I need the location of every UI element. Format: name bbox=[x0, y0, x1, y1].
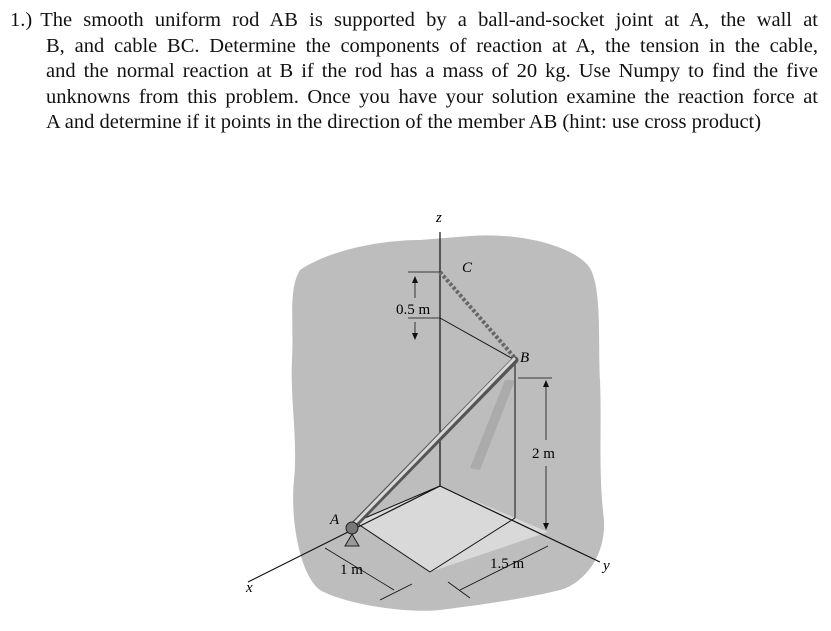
problem-text-line-1: The smooth uniform rod AB is supported by a ball-and-socket joint at A, the wall at bbox=[40, 9, 818, 31]
problem-number: 1.) bbox=[10, 9, 33, 31]
label-y: y bbox=[603, 558, 610, 574]
label-c: C bbox=[462, 260, 473, 276]
problem-text-line-4: unknowns from this problem. Once you have your solution examine the reaction force at bbox=[46, 85, 818, 108]
problem-text-line-5: A and determine if it points in the direction of the member AB (hint: use cross product) bbox=[46, 111, 762, 133]
label-dim-y-offset: 1.5 m bbox=[490, 556, 525, 572]
label-dim-x-offset: 1 m bbox=[340, 562, 363, 578]
label-dim-c-offset: 0.5 m bbox=[396, 302, 431, 318]
problem-text-line-2: B, and cable BC. Determine the components of reaction at A, the tension in the cable, bbox=[46, 34, 818, 57]
problem-text-line-3: and the normal reaction at B if the rod has a mass of 20 kg. Use Numpy to find the five bbox=[46, 60, 818, 82]
label-dim-b-height: 2 m bbox=[532, 446, 555, 462]
label-z: z bbox=[436, 210, 442, 226]
label-x: x bbox=[246, 580, 253, 596]
ball-socket-a bbox=[346, 522, 358, 534]
label-b: B bbox=[520, 350, 530, 366]
label-a: A bbox=[330, 512, 340, 528]
